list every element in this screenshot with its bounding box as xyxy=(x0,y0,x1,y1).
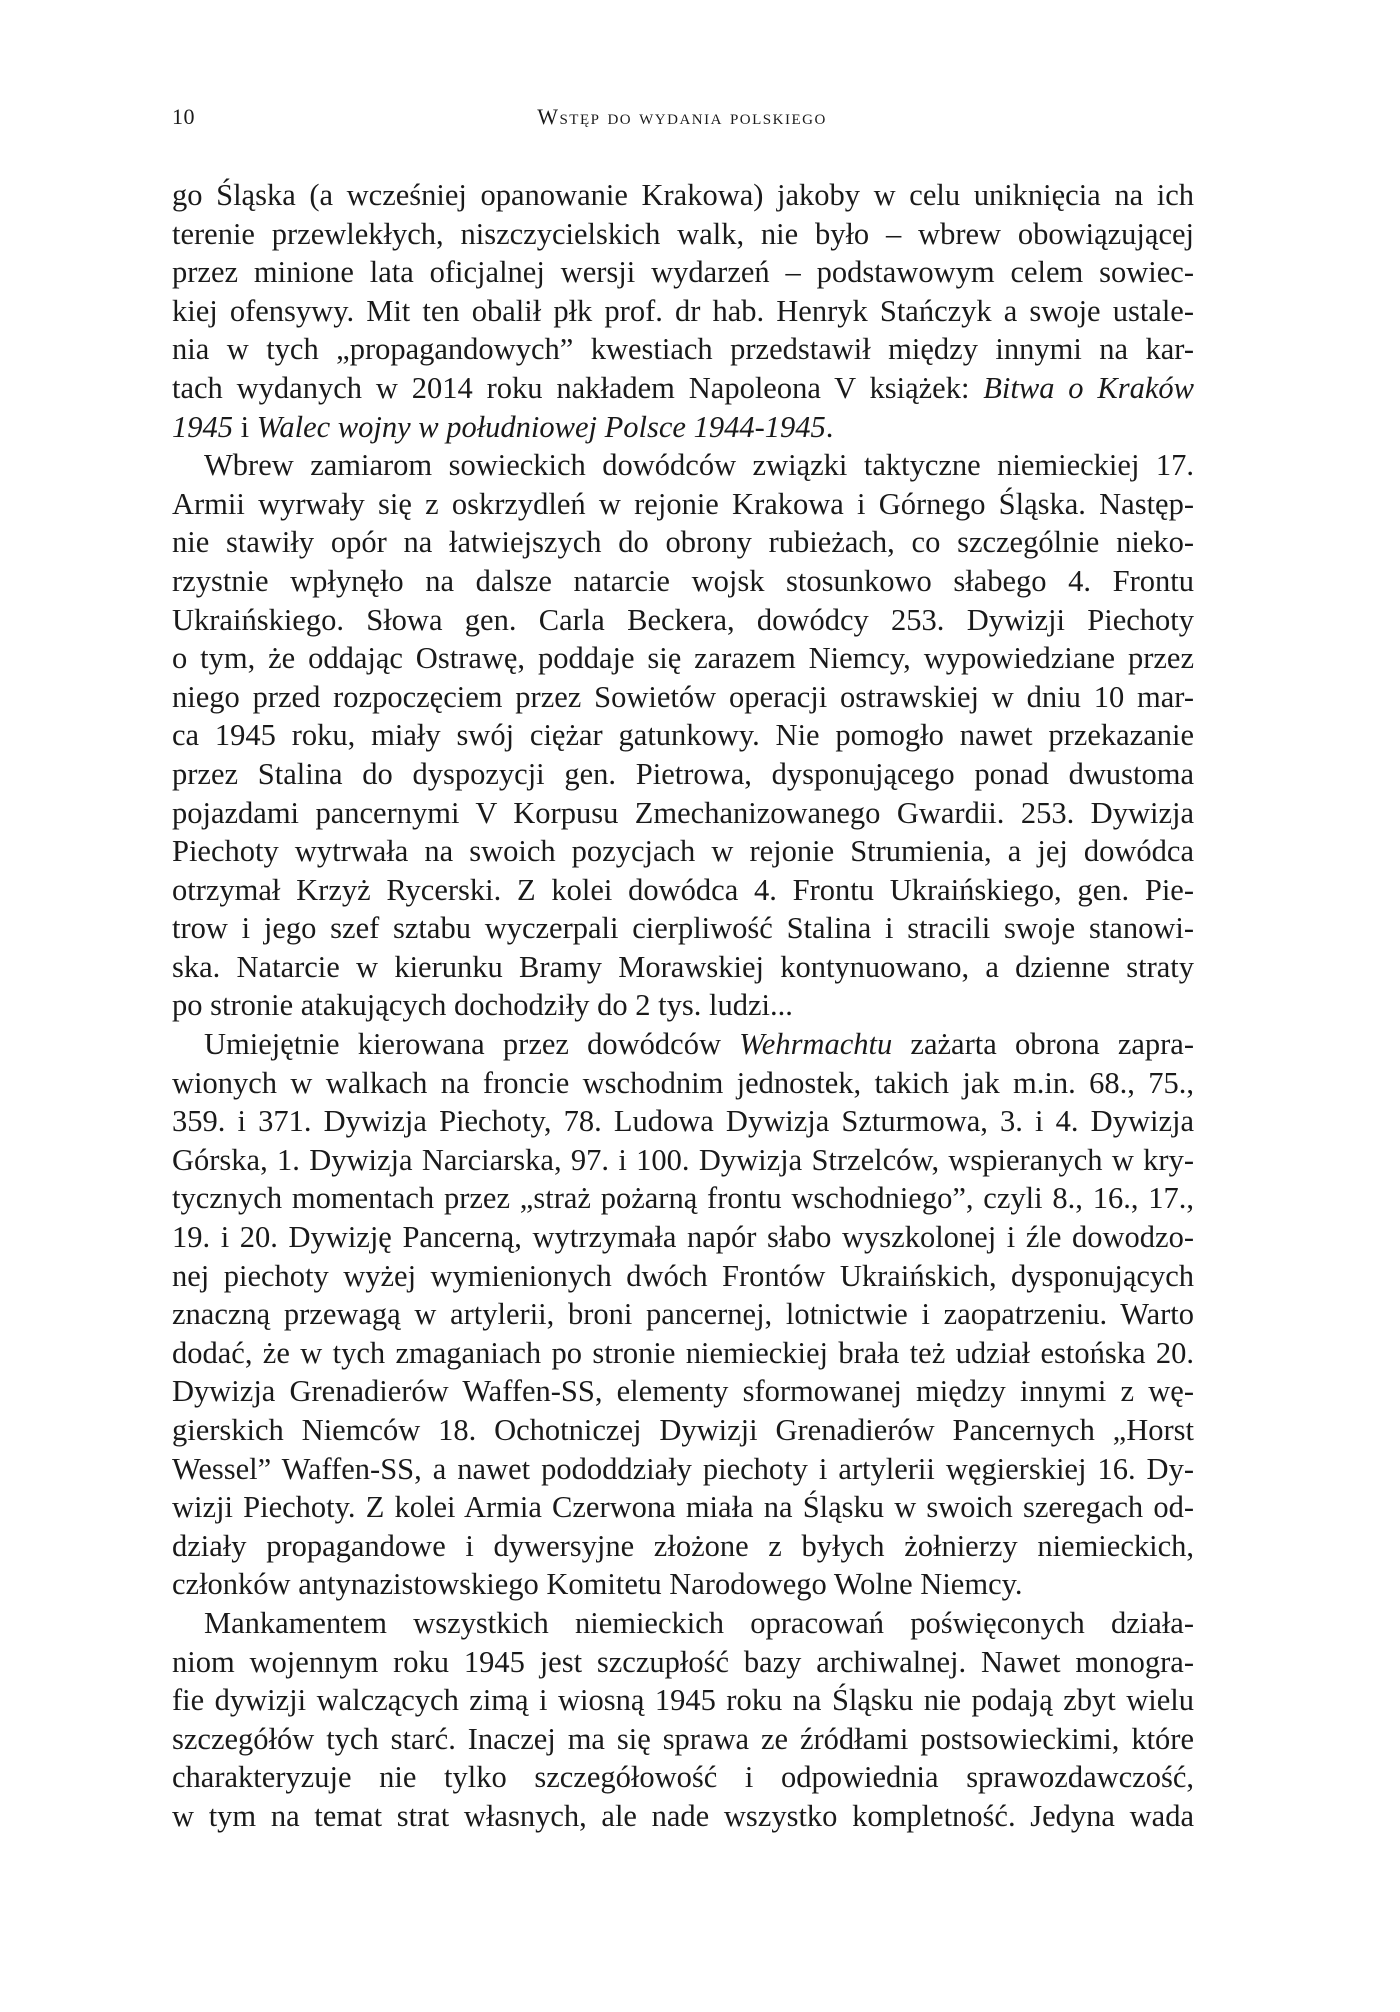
text-run: rzystnie wpłynęło na dalsze natarcie wojsk stosunkowo słabego 4. Frontu xyxy=(172,563,1194,598)
text-line xyxy=(172,1681,1194,1720)
text-run: po stronie atakujących dochodziły do 2 tys. ludzi... xyxy=(172,988,793,1023)
running-head-title: Wstęp do wydania polskiego xyxy=(537,104,827,129)
text-line xyxy=(172,678,1194,717)
text-line xyxy=(172,1527,1194,1566)
text-line xyxy=(172,1257,1194,1296)
text-line xyxy=(172,215,1194,254)
text-run: i xyxy=(233,409,257,444)
text-run: przez minione lata oficjalnej wersji wydarzeń – podstawowym celem sowiec- xyxy=(172,255,1194,290)
text-line xyxy=(172,832,1194,871)
text-line xyxy=(172,1488,1194,1527)
text-line xyxy=(172,1604,1194,1643)
text-line xyxy=(172,1450,1194,1489)
text-run: trow i jego szef sztabu wyczerpali cierpliwość Stalina i stracili swoje stanowi- xyxy=(172,911,1194,946)
text-line xyxy=(172,369,1194,408)
text-run: wionych w walkach na froncie wschodnim jednostek, takich jak m.in. 68., 75., xyxy=(172,1065,1194,1100)
text-line xyxy=(172,523,1194,562)
text-line xyxy=(172,1372,1194,1411)
text-line xyxy=(172,408,1194,447)
text-run: działy propagandowe i dywersyjne złożone z byłych żołnierzy niemieckich, xyxy=(172,1528,1194,1563)
text-run: Wessel” Waffen-SS, a nawet pododdziały piechoty i artylerii węgierskiej 16. Dy- xyxy=(172,1451,1194,1486)
text-run: tach wydanych w 2014 roku nakładem Napoleona V książek: xyxy=(172,370,984,405)
text-line xyxy=(172,1720,1194,1759)
text-run: dodać, że w tych zmaganiach po stronie niemieckiej brała też udział estońska 20. xyxy=(172,1335,1194,1370)
text-run: wizji Piechoty. Z kolei Armia Czerwona miała na Śląsku w swoich szeregach od- xyxy=(172,1490,1194,1525)
text-run: znaczną przewagą w artylerii, broni pancernej, lotnictwie i zaopatrzeniu. Warto xyxy=(172,1297,1194,1332)
text-run: członków antynazistowskiego Komitetu Narodowego Wolne Niemcy. xyxy=(172,1567,1023,1602)
text-line xyxy=(172,1025,1194,1064)
text-line xyxy=(172,292,1194,331)
text-line xyxy=(172,986,1194,1025)
text-line xyxy=(172,1643,1194,1682)
text-line xyxy=(172,716,1194,755)
text-run: 359. i 371. Dywizja Piechoty, 78. Ludowa Dywizja Szturmowa, 3. i 4. Dywizja xyxy=(172,1104,1194,1139)
text-line xyxy=(172,871,1194,910)
text-run: Piechoty wytrwała na swoich pozycjach w rejonie Strumienia, a jej dowódca xyxy=(172,834,1194,869)
text-run: zażarta obrona zapra- xyxy=(892,1027,1194,1062)
text-run: Ukraińskiego. Słowa gen. Carla Beckera, dowódcy 253. Dywizji Piechoty xyxy=(172,602,1194,637)
text-line xyxy=(172,1758,1194,1797)
text-run: ca 1945 roku, miały swój ciężar gatunkowy. Nie pomogło nawet przekazanie xyxy=(172,718,1194,753)
text-run: Górska, 1. Dywizja Narciarska, 97. i 100. Dywizja Strzelców, wspieranych w kry- xyxy=(172,1142,1194,1177)
text-run: kiej ofensywy. Mit ten obalił płk prof. dr hab. Henryk Stańczyk a swoje ustale- xyxy=(172,293,1194,328)
text-line xyxy=(172,1295,1194,1334)
text-line xyxy=(172,485,1194,524)
text-run: fie dywizji walczących zimą i wiosną 1945 roku na Śląsku nie podają zbyt wielu xyxy=(172,1683,1194,1718)
paragraph xyxy=(172,1025,1194,1604)
text-line xyxy=(172,1179,1194,1218)
text-line xyxy=(172,1218,1194,1257)
text-run: tycznych momentach przez „straż pożarną frontu wschodniego”, czyli 8., 16., 17., xyxy=(172,1181,1194,1216)
text-run: Umiejętnie kierowana przez dowódców xyxy=(204,1027,740,1062)
text-run: Mankamentem wszystkich niemieckich opracowań poświęconych działa- xyxy=(204,1605,1194,1640)
text-line xyxy=(172,948,1194,987)
text-run: charakteryzuje nie tylko szczegółowość i odpowiednia sprawozdawczość, xyxy=(172,1760,1194,1795)
text-line xyxy=(172,794,1194,833)
text-line xyxy=(172,601,1194,640)
text-run: go Śląska (a wcześniej opanowanie Krakowa) jakoby w celu uniknięcia na ich xyxy=(172,178,1194,212)
text-line xyxy=(172,1064,1194,1103)
paragraph xyxy=(172,176,1194,446)
text-run: Wbrew zamiarom sowieckich dowódców związki taktyczne niemieckiej 17. xyxy=(204,448,1194,483)
text-line xyxy=(172,1141,1194,1180)
text-run: . xyxy=(825,409,834,444)
text-line xyxy=(172,562,1194,601)
text-run: nej piechoty wyżej wymienionych dwóch Frontów Ukraińskich, dysponujących xyxy=(172,1258,1194,1293)
text-run: przez Stalina do dyspozycji gen. Pietrowa, dysponującego ponad dwustoma xyxy=(172,756,1194,791)
italic-text: Walec wojny w południowej Polsce 1944-1945 xyxy=(256,409,826,444)
text-line xyxy=(172,176,1194,215)
text-run: szczegółów tych starć. Inaczej ma się sprawa ze źródłami postsowieckimi, które xyxy=(172,1721,1194,1756)
page-number: 10 xyxy=(172,104,195,129)
text-line xyxy=(172,1565,1194,1604)
text-line xyxy=(172,330,1194,369)
text-run: 19. i 20. Dywizję Pancerną, wytrzymała napór słabo wyszkolonej i źle dowodzo- xyxy=(172,1220,1194,1255)
text-run: Armii wyrwały się z oskrzydleń w rejonie Krakowa i Górnego Śląska. Następ- xyxy=(172,486,1194,521)
paragraph xyxy=(172,446,1194,1025)
text-run: niom wojennym roku 1945 jest szczupłość bazy archiwalnej. Nawet monogra- xyxy=(172,1644,1194,1679)
paragraph xyxy=(172,1604,1194,1836)
italic-text: Wehrmachtu xyxy=(739,1027,893,1062)
text-line xyxy=(172,1102,1194,1141)
text-run: pojazdami pancernymi V Korpusu Zmechanizowanego Gwardii. 253. Dywizja xyxy=(172,795,1194,830)
text-run: ska. Natarcie w kierunku Bramy Morawskiej kontynuowano, a dzienne straty xyxy=(172,949,1194,984)
text-run: gierskich Niemców 18. Ochotniczej Dywizji Grenadierów Pancernych „Horst xyxy=(172,1413,1194,1447)
text-line xyxy=(172,1411,1194,1450)
italic-text: Bitwa o Kraków xyxy=(983,370,1194,405)
text-line xyxy=(172,909,1194,948)
italic-text: 1945 xyxy=(172,409,233,444)
text-run: otrzymał Krzyż Rycerski. Z kolei dowódca 4. Frontu Ukraińskiego, gen. Pie- xyxy=(172,872,1194,907)
text-run: w tym na temat strat własnych, ale nade wszystko kompletność. Jedyna wada xyxy=(172,1798,1194,1833)
text-line xyxy=(172,253,1194,292)
text-run: nia w tych „propagandowych” kwestiach przedstawił między innymi na kar- xyxy=(172,332,1194,367)
text-line xyxy=(172,755,1194,794)
text-run: Dywizja Grenadierów Waffen-SS, elementy sformowanej między innymi z wę- xyxy=(172,1374,1194,1409)
text-line xyxy=(172,1334,1194,1373)
text-line xyxy=(172,446,1194,485)
text-line xyxy=(172,1797,1194,1836)
text-run: o tym, że oddając Ostrawę, poddaje się zarazem Niemcy, wypowiedziane przez xyxy=(172,641,1194,676)
text-run: terenie przewlekłych, niszczycielskich walk, nie było – wbrew obowiązującej xyxy=(172,216,1194,251)
running-head xyxy=(172,104,1192,134)
text-run: niego przed rozpoczęciem przez Sowietów operacji ostrawskiej w dniu 10 mar- xyxy=(172,679,1194,714)
text-run: nie stawiły opór na łatwiejszych do obrony rubieżach, co szczególnie nieko- xyxy=(172,525,1194,560)
text-line xyxy=(172,639,1194,678)
body-text xyxy=(172,176,1194,1836)
